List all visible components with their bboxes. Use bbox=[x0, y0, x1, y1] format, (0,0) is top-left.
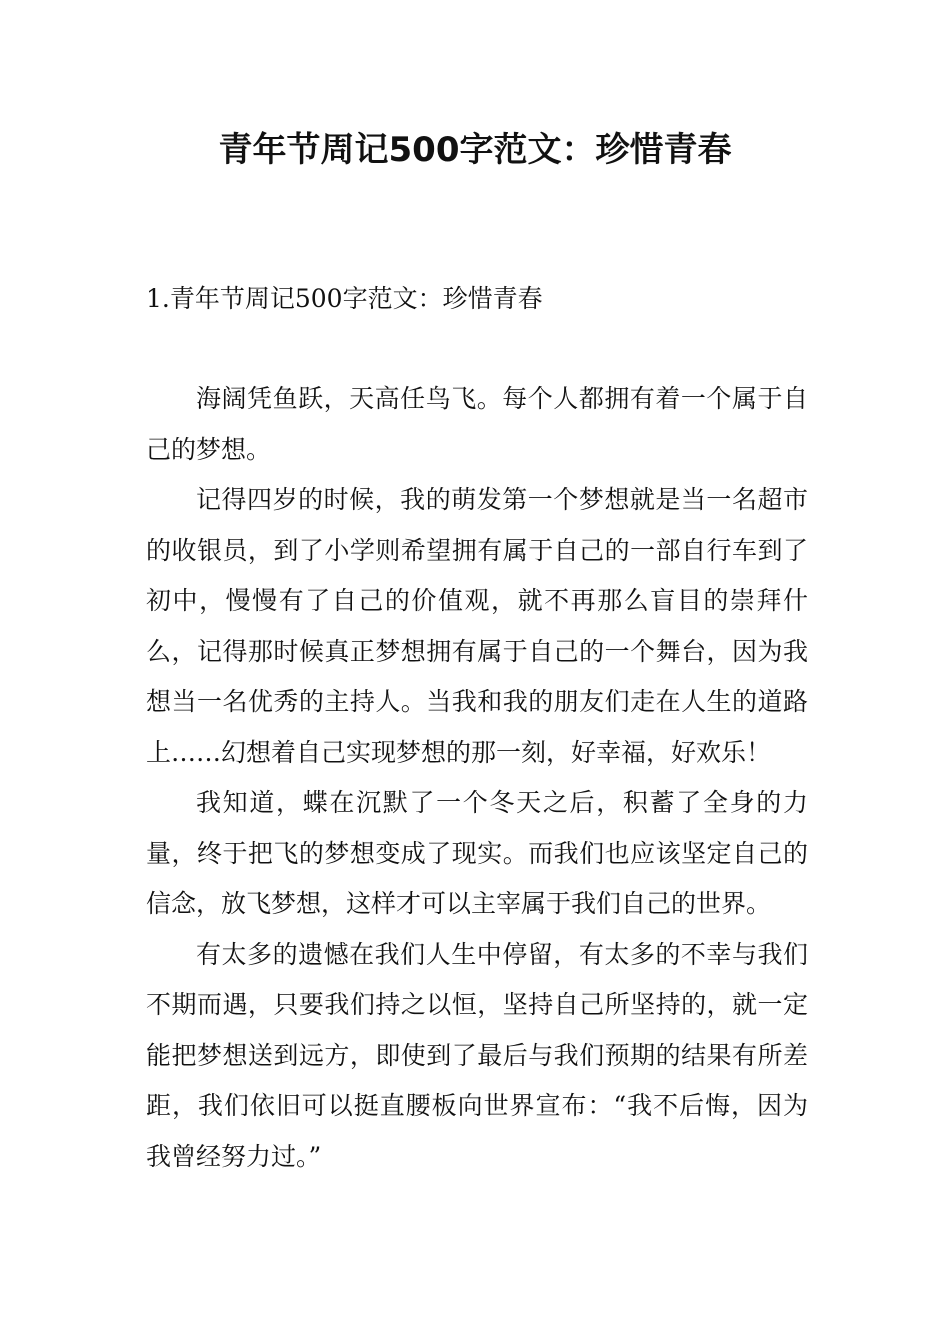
page-title: 青年节周记500字范文：珍惜青春 bbox=[218, 130, 732, 170]
section-heading: 1.青年节周记500字范文：珍惜青春 bbox=[146, 284, 543, 313]
article-body bbox=[146, 374, 808, 1182]
paragraph-2: 记得四岁的时候，我的萌发第一个梦想就是当一名超市的收银员，到了小学则希望拥有属于自己的一部自行车到了初中，慢慢有了自己的价值观，就不再那么盲目的崇拜什么，记得那时候真正梦想拥有属于自己的一个舞台，因为我想当一名优秀的主持人。当我和我的朋友们走在人生的道路上……幻想着自己实现梦想的那一刻，好幸福，好欢乐！ bbox=[146, 485, 808, 767]
paragraph-3: 我知道，蝶在沉默了一个冬天之后，积蓄了全身的力量，终于把飞的梦想变成了现实。而我们也应该坚定自己的信念，放飞梦想，这样才可以主宰属于我们自己的世界。 bbox=[146, 788, 808, 918]
paragraph-1: 海阔凭鱼跃，天高任鸟飞。每个人都拥有着一个属于自己的梦想。 bbox=[146, 384, 808, 464]
paragraph-4: 有太多的遗憾在我们人生中停留，有太多的不幸与我们不期而遇，只要我们持之以恒，坚持自己所坚持的，就一定能把梦想送到远方，即使到了最后与我们预期的结果有所差距，我们依旧可以挺直腰板向世界宣布：“我不后悔，因为我曾经努力过。” bbox=[146, 939, 808, 1171]
